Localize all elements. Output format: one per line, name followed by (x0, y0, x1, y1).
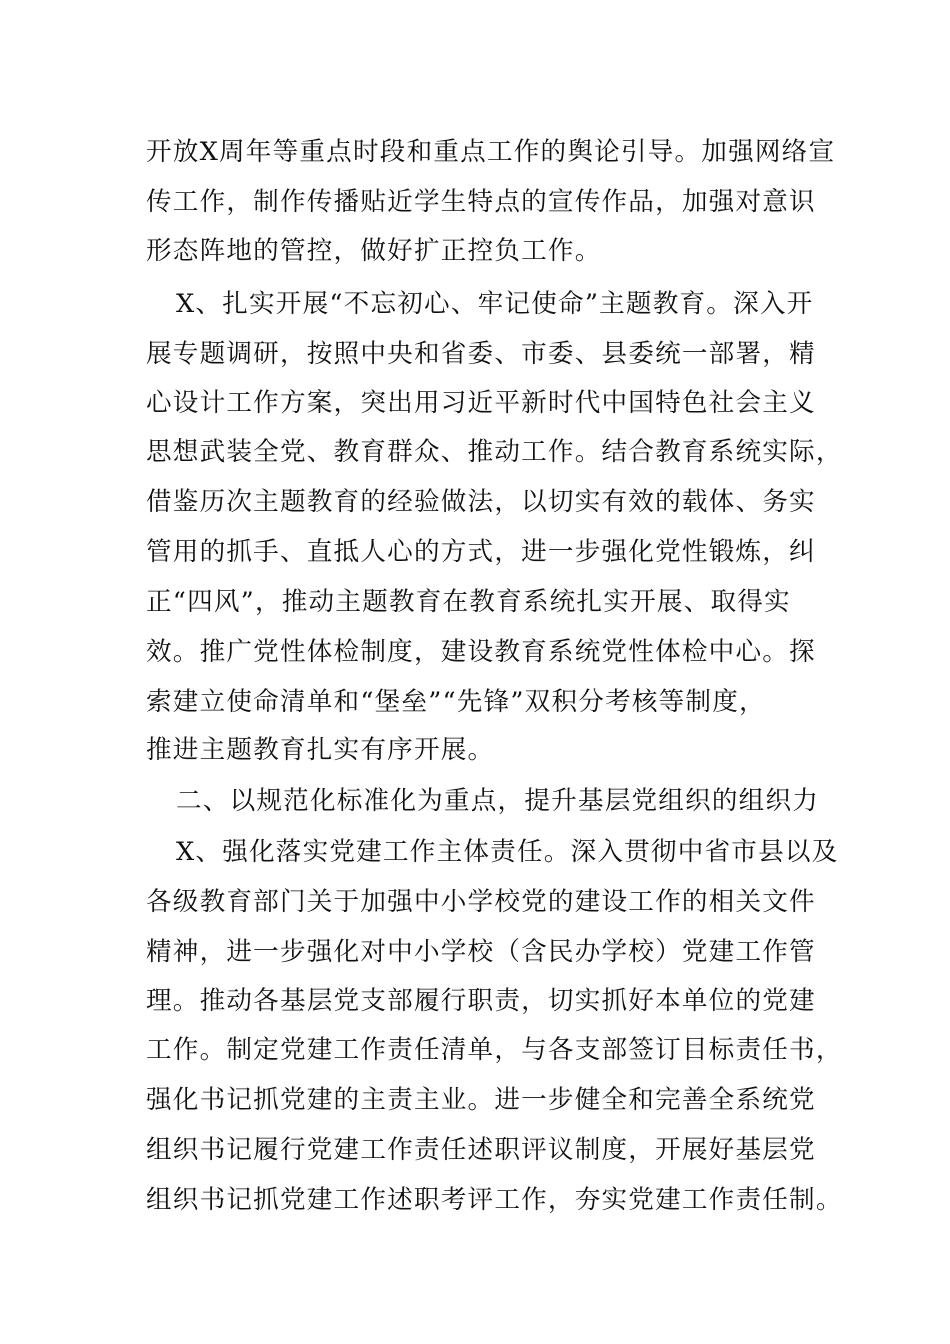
text-line: 推进主题教育扎实有序开展。 (146, 735, 495, 765)
text-line: 正“四风”，推动主题教育在教育系统扎实开展、取得实 (146, 587, 791, 617)
text-line: 形态阵地的管控，做好扩正控负工作。 (146, 236, 602, 266)
text-line: 组织书记履行党建工作责任述职评议制度，开展好基层党 (146, 1135, 816, 1165)
text-line: 借鉴历次主题教育的经验做法，以切实有效的载体、务实 (146, 487, 816, 517)
paragraph-heading-line: X、强化落实党建工作主体责任。深入贯彻中省市县以及 (176, 837, 839, 867)
text-line: 传工作，制作传播贴近学生特点的宣传作品，加强对意识 (146, 187, 816, 217)
text-line: 效。推广党性体检制度，建设教育系统党性体检中心。探 (146, 637, 816, 667)
text-line: 管用的抓手、直抵人心的方式，进一步强化党性锻炼，纠 (146, 537, 816, 567)
text-line: 理。推动各基层党支部履行职责，切实抓好本单位的党建 (146, 986, 816, 1016)
text-line: 开放X周年等重点时段和重点工作的舆论引导。加强网络宣 (146, 137, 836, 167)
text-line: 心设计工作方案，突出用习近平新时代中国特色社会主义 (146, 388, 816, 418)
text-line: 展专题调研，按照中央和省委、市委、县委统一部署，精 (146, 339, 816, 369)
text-line: 思想武装全党、教育群众、推动工作。结合教育系统实际， (146, 437, 843, 467)
text-line: 强化书记抓党建的主责主业。进一步健全和完善全系统党 (146, 1085, 816, 1115)
text-line: 各级教育部门关于加强中小学校党的建设工作的相关文件 (146, 887, 816, 917)
section-heading: 二、以规范化标准化为重点，提升基层党组织的组织力 (176, 786, 820, 816)
text-line: 组织书记抓党建工作述职考评工作，夯实党建工作责任制。 (146, 1185, 843, 1215)
text-line: 工作。制定党建工作责任清单，与各支部签订目标责任书， (146, 1035, 843, 1065)
paragraph-heading-line: X、扎实开展“不忘初心、牢记使命”主题教育。深入开 (176, 289, 814, 319)
text-line: 索建立使命清单和“堡垒”“先锋”双积分考核等制度， (146, 687, 766, 717)
text-line: 精神，进一步强化对中小学校（含民办学校）党建工作管 (146, 937, 816, 967)
